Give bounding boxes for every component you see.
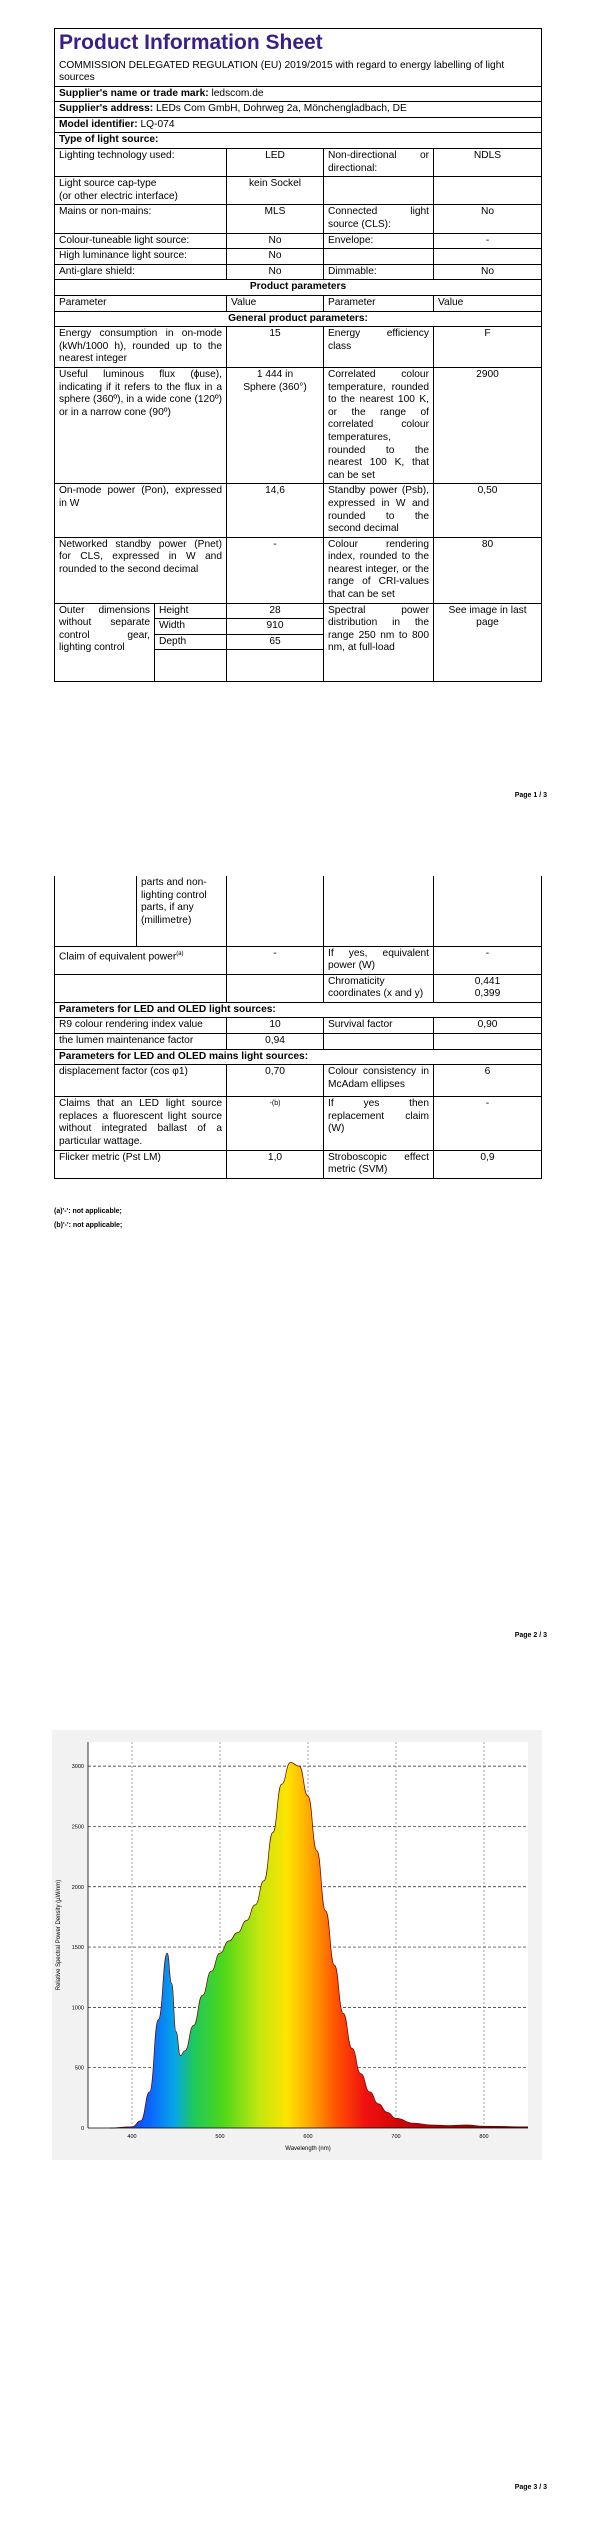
mcadam-label: Colour consistency in McAdam ellipses — [324, 1065, 434, 1097]
footnote-a: (a)'-': not applicable; — [54, 1208, 122, 1215]
dimensions-continued: parts and non-lighting control parts, if any (millimetre) — [137, 876, 227, 946]
page-number: Page 3 / 3 — [514, 2484, 547, 2491]
y-tick-label: 2500 — [71, 1824, 84, 1831]
height-label: Height — [155, 603, 227, 619]
width-label: Width — [155, 619, 227, 635]
chromaticity-y: 0,399 — [474, 988, 501, 1000]
height-value: 28 — [227, 603, 324, 619]
y-axis-label: Relative Spectral Power Density (µW/nm) — [56, 1879, 62, 1991]
x-tick-label: 500 — [215, 2134, 225, 2140]
flicker-label: Flicker metric (Pst LM) — [55, 1150, 227, 1178]
footnote-b: (b)'-': not applicable; — [54, 1222, 123, 1229]
cct-label: Correlated colour temperature, rounded to the nearest 100 K, or the range of correlated colour temperatures, rounded to the nearest 100 K, that can be set — [324, 367, 434, 483]
efficiency-class-label: Energy efficiency class — [324, 327, 434, 368]
lumen-maintenance-label: the lumen maintenance factor — [55, 1034, 227, 1050]
cap-type-value: kein Sockel — [227, 177, 324, 205]
x-axis-label: Wavelength (nm) — [285, 2146, 331, 2152]
flicker-value: 1,0 — [227, 1150, 324, 1178]
luminous-flux-value: 1 444 in — [256, 368, 294, 380]
spd-value: See image in last page — [434, 603, 542, 682]
col-header-value: Value — [227, 296, 324, 312]
x-tick-label: 700 — [391, 2134, 401, 2140]
dimensions-label: Outer dimensions without separate control gear, lighting control — [55, 603, 155, 682]
lighting-tech-label: Lighting technology used: — [55, 149, 227, 177]
claim-footnote-ref: (a) — [176, 950, 184, 957]
page-2 — [0, 842, 595, 1662]
equivalent-power-label: If yes, equivalent power (W) — [324, 946, 434, 974]
replacement-claim-value: - — [434, 1097, 542, 1150]
equivalent-power-value: - — [434, 946, 542, 974]
displacement-factor-value: 0,70 — [227, 1065, 324, 1097]
page-1 — [0, 0, 595, 820]
networked-standby-value: - — [227, 537, 324, 603]
anti-glare-value: No — [227, 264, 324, 280]
claim-equivalent-value: - — [227, 946, 324, 974]
spd-label: Spectral power distribution in the range 250 nm to 800 nm, at full-load — [324, 603, 434, 682]
depth-value: 65 — [227, 634, 324, 650]
high-luminance-value: No — [227, 249, 324, 265]
supplier-address-label: Supplier's address: — [59, 103, 154, 115]
type-of-light-source-header: Type of light source: — [55, 133, 542, 149]
col-header-parameter: Parameter — [55, 296, 227, 312]
energy-consumption-label: Energy consumption in on-mode (kWh/1000 h), rounded up to the nearest integer — [55, 327, 227, 368]
chromaticity-x: 0,441 — [474, 975, 501, 987]
claim-equivalent-label: Claim of equivalent power — [59, 950, 177, 962]
fluorescent-claim-value: -(b) — [227, 1097, 324, 1150]
dimmable-value: No — [434, 264, 542, 280]
supplier-name: ledscom.de — [211, 87, 264, 99]
dimmable-label: Dimmable: — [324, 264, 434, 280]
product-info-table-page2 — [54, 876, 542, 1179]
col-header-value-2: Value — [434, 296, 542, 312]
survival-factor-label: Survival factor — [324, 1018, 434, 1034]
page-title: Product Information Sheet — [59, 31, 323, 54]
on-mode-power-label: On-mode power (Pon), expressed in W — [55, 484, 227, 537]
mains-parameters-header: Parameters for LED and OLED mains light sources: — [55, 1049, 542, 1065]
colour-tuneable-value: No — [227, 233, 324, 249]
y-tick-label: 1500 — [71, 1945, 84, 1952]
svm-value: 0,9 — [434, 1150, 542, 1178]
x-tick-label: 400 — [127, 2134, 137, 2140]
y-tick-label: 1000 — [71, 2005, 84, 2012]
product-info-table-page1 — [54, 28, 542, 682]
y-tick-label: 500 — [74, 2065, 84, 2072]
page-number: Page 2 / 3 — [514, 1632, 547, 1639]
r9-value: 10 — [227, 1018, 324, 1034]
led-parameters-header: Parameters for LED and OLED light sources: — [55, 1002, 542, 1018]
high-luminance-label: High luminance light source: — [55, 249, 227, 265]
cap-type-label-2: (or other electric interface) — [59, 190, 178, 202]
general-parameters-header: General product parameters: — [55, 311, 542, 327]
lumen-maintenance-value: 0,94 — [227, 1034, 324, 1050]
supplier-name-label: Supplier's name or trade mark: — [59, 87, 209, 99]
product-parameters-header: Product parameters — [55, 280, 542, 296]
page-number: Page 1 / 3 — [514, 792, 547, 799]
cct-value: 2900 — [434, 367, 542, 483]
col-header-parameter-2: Parameter — [324, 296, 434, 312]
standby-power-value: 0,50 — [434, 484, 542, 537]
directional-label: Non-directional or directional: — [324, 149, 434, 177]
networked-standby-label: Networked standby power (Pnet) for CLS, expressed in W and rounded to the second decimal — [55, 537, 227, 603]
survival-factor-value: 0,90 — [434, 1018, 542, 1034]
r9-label: R9 colour rendering index value — [55, 1018, 227, 1034]
anti-glare-label: Anti-glare shield: — [55, 264, 227, 280]
y-tick-label: 0 — [80, 2126, 84, 2132]
chromaticity-label: Chromaticity coordinates (x and y) — [324, 974, 434, 1002]
mcadam-value: 6 — [434, 1065, 542, 1097]
energy-consumption-value: 15 — [227, 327, 324, 368]
fluorescent-claim-label: Claims that an LED light source replaces a fluorescent light source without integrated ballast of a particular wattage. — [55, 1097, 227, 1150]
standby-power-label: Standby power (Psb), expressed in W and rounded to the second decimal — [324, 484, 434, 537]
envelope-label: Envelope: — [324, 233, 434, 249]
regulation-text: COMMISSION DELEGATED REGULATION (EU) 2019/2015 with regard to energy labelling of light sources — [55, 59, 542, 87]
cri-label: Colour rendering index, rounded to the nearest integer, or the range of CRI-values that can be set — [324, 537, 434, 603]
on-mode-power-value: 14,6 — [227, 484, 324, 537]
cap-type-label: Light source cap-type — [59, 178, 157, 190]
mains-label: Mains or non-mains: — [55, 205, 227, 233]
replacement-claim-label: If yes then replacement claim (W) — [324, 1097, 434, 1150]
y-tick-label: 2000 — [71, 1884, 84, 1891]
connected-label: Connected light source (CLS): — [324, 205, 434, 233]
lighting-tech-value: LED — [227, 149, 324, 177]
spectral-power-chart — [52, 1730, 542, 2160]
x-tick-label: 800 — [479, 2134, 489, 2140]
envelope-value: - — [434, 233, 542, 249]
y-tick-label: 3000 — [71, 1764, 84, 1771]
svm-label: Stroboscopic effect metric (SVM) — [324, 1150, 434, 1178]
displacement-factor-label: displacement factor (cos φ1) — [55, 1065, 227, 1097]
colour-tuneable-label: Colour-tuneable light source: — [55, 233, 227, 249]
model-label: Model identifier: — [59, 118, 138, 130]
width-value: 910 — [227, 619, 324, 635]
supplier-address: LEDs Com GmbH, Dohrweg 2a, Mönchengladbach, DE — [155, 103, 407, 115]
efficiency-class-value: F — [434, 327, 542, 368]
depth-label: Depth — [155, 634, 227, 650]
page-3 — [0, 1684, 595, 2526]
connected-value: No — [434, 205, 542, 233]
luminous-flux-label: Useful luminous flux (ɸuse), indicating if it refers to the flux in a sphere (360º), in a wide cone (120º) or in a narrow cone (90º) — [55, 367, 227, 483]
x-tick-label: 600 — [303, 2134, 313, 2140]
cri-value: 80 — [434, 537, 542, 603]
mains-value: MLS — [227, 205, 324, 233]
model-identifier: LQ-074 — [140, 118, 175, 130]
luminous-flux-unit: Sphere (360°) — [243, 381, 307, 393]
directional-value: NDLS — [434, 149, 542, 177]
